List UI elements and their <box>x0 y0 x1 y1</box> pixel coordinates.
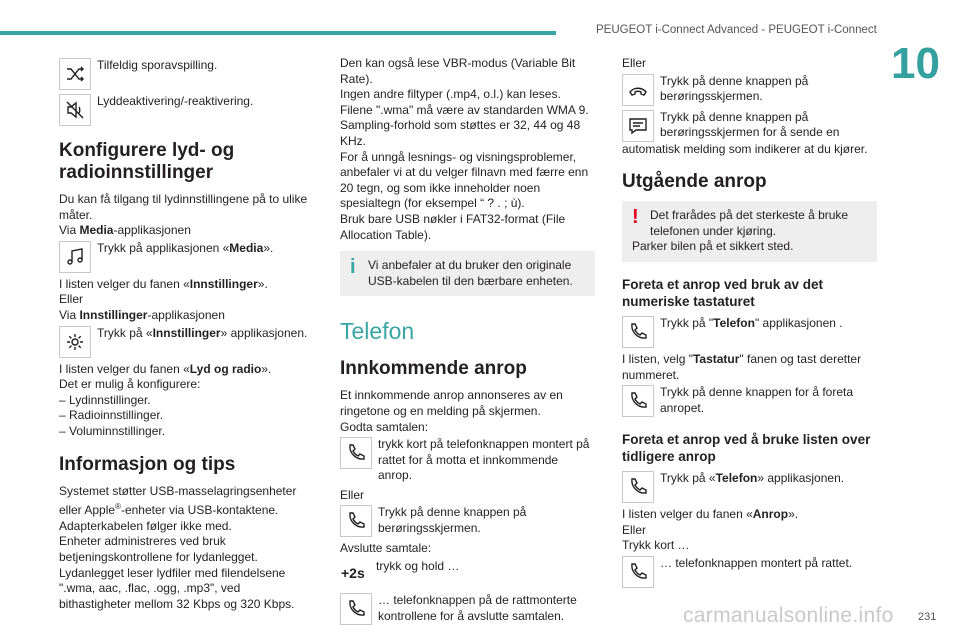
media-text: Trykk på applikasjonen «Media». <box>97 240 274 255</box>
telefon-app-row-2 <box>622 471 877 503</box>
page-number: 231 <box>918 611 937 623</box>
avslutte-label: Avslutte samtale: <box>340 541 432 556</box>
wheel-row <box>622 556 877 588</box>
watermark: carmanualsonline.info <box>683 604 894 627</box>
media-row <box>59 241 314 273</box>
gear-icon[interactable] <box>59 326 91 358</box>
end-wheel-text: … telefonknappen på de rattmonterte kontrollene for å avslutte samtalen. <box>378 593 577 623</box>
mute-icon[interactable] <box>59 94 91 126</box>
chapter-number: 10 <box>891 39 940 88</box>
usb-info-note <box>340 251 595 296</box>
vbr-text: Den kan også lese VBR-modus (Variable Bit Rate). <box>340 56 576 86</box>
heading-informasjon: Informasjon og tips <box>59 453 236 475</box>
usb-note-text: Vi anbefaler at du bruker den originale USB-kabelen til den bærbare enheten. <box>368 258 573 288</box>
wheel-text: … telefonknappen montert på rattet. <box>660 555 853 570</box>
info-adapter: Adapterkabelen følger ikke med. <box>59 518 232 533</box>
option-radio: – Radioinnstillinger. <box>59 408 164 423</box>
hangup-row <box>622 74 877 106</box>
option-volum: – Voluminnstillinger. <box>59 423 166 438</box>
settings-text: Trykk på «Innstillinger» applikasjonen. <box>97 325 308 340</box>
konfig-intro: Du kan få tilgang til lydinnstillingene på to ulike måter. <box>59 192 308 222</box>
phone-icon[interactable] <box>340 437 372 469</box>
phone-hangup-icon[interactable] <box>622 74 654 106</box>
settings-row <box>59 326 314 358</box>
warning-note <box>622 201 877 262</box>
phone-answer-icon[interactable] <box>340 505 372 537</box>
eller-1: Eller <box>59 292 84 307</box>
via-media: Via Media-applikasjonen <box>59 223 191 238</box>
message-text: Trykk på denne knappen på berøringsskjermen for å sende en <box>660 109 840 140</box>
warning-text-2: Parker bilen på et sikkert sted. <box>632 239 794 254</box>
shuffle-icon[interactable] <box>59 58 91 90</box>
eller-2: Eller <box>340 487 365 502</box>
phone-app-icon[interactable] <box>622 316 654 348</box>
eller-4: Eller <box>622 522 647 537</box>
option-lyd: – Lydinnstillinger. <box>59 392 151 407</box>
message-cont: automatisk melding som indikerer at du kjører. <box>622 141 868 156</box>
mute-row <box>59 94 314 126</box>
innkommende-intro: Et innkommende anrop annonseres av en ringetone og en melding på skjermen. <box>340 388 563 418</box>
heading-telefon: Telefon <box>340 318 415 345</box>
call-row <box>622 385 877 417</box>
answer-wheel-text: trykk kort på telefonknappen montert på rattet for å motta et innkommende anrop. <box>378 437 590 483</box>
phone-call-icon[interactable] <box>622 385 654 417</box>
message-icon[interactable] <box>622 110 654 142</box>
answer-touch-text: Trykk på denne knappen på berøringsskjermen. <box>378 505 527 536</box>
tastatur-text: I listen, velg "Tastatur" fanen og tast deretter nummeret. <box>622 351 862 382</box>
answer-wheel-row <box>340 437 595 484</box>
heading-utgaaende: Utgående anrop <box>622 171 767 193</box>
info-formater: Lydanlegget leser lydfiler med filendelsene ".wma, aac, .flac, .ogg, .mp3", ved bithastigheter mellom 32 Kbps og 320 Kbps. <box>59 565 295 611</box>
mute-text: Lyddeaktivering/-reaktivering. <box>97 94 254 108</box>
end-wheel-row <box>340 593 595 625</box>
hold-2s-icon: +2s <box>340 559 370 589</box>
shuffle-row <box>59 58 314 90</box>
phone-wheel-icon[interactable] <box>340 593 372 625</box>
heading-innkommende: Innkommende anrop <box>340 358 527 380</box>
heading-liste: Foreta et anrop ved å bruke listen over tidligere anrop <box>622 432 871 465</box>
warning-text-1: Det frarådes på det sterkeste å bruke telefonen under kjøring. <box>650 208 849 238</box>
call-text: Trykk på denne knappen for å foreta anropet. <box>660 385 854 415</box>
unnga-text: For å unngå lesnings- og visningsproblemer, anbefaler vi at du velger filnavn med færre enn 20 tegn, og som ikke inneholder noen spesialtegn (for eksempel “ ? . ; ù). <box>340 149 589 211</box>
anrop-text: I listen velger du fanen «Anrop». <box>622 507 799 522</box>
column-1 <box>59 56 314 612</box>
andre-filtyper: Ingen andre filtyper (.mp4, o.l.) kan leses. <box>340 87 561 102</box>
column-2 <box>340 56 595 629</box>
shuffle-text: Tilfeldig sporavspilling. <box>97 58 218 72</box>
message-row <box>622 110 877 142</box>
telefon-app-row <box>622 316 877 348</box>
hold-row <box>340 559 595 589</box>
godta-label: Godta samtalen: <box>340 419 429 434</box>
column-3 <box>622 56 877 592</box>
wma-text: Filene ".wma" må være av standarden WMA 9. <box>340 102 589 117</box>
running-header: PEUGEOT i-Connect Advanced - PEUGEOT i-Connect <box>596 24 877 36</box>
warning-icon: ! <box>632 206 639 229</box>
info-icon: i <box>350 256 356 279</box>
sampling-text: Sampling-forhold som støttes er 32, 44 og 48 KHz. <box>340 118 581 148</box>
hold-text: trykk og hold … <box>376 559 460 574</box>
list-innstillinger: I listen velger du fanen «Innstillinger». <box>59 276 268 291</box>
trykk-kort: Trykk kort … <box>622 538 690 553</box>
music-note-icon[interactable] <box>59 241 91 273</box>
phone-wheel-icon-2[interactable] <box>622 556 654 588</box>
header-accent-bar <box>0 31 556 35</box>
info-enheter: Enheter administreres ved bruk betjeningskontrollene for lydanlegget. <box>59 534 258 564</box>
via-innstillinger: Via Innstillinger-applikasjonen <box>59 307 225 322</box>
list-lyd-radio: I listen velger du fanen «Lyd og radio». <box>59 361 272 376</box>
heading-konfigurere: Konfigurere lyd- og radioinnstillinger <box>59 140 235 183</box>
telefon-app-text: Trykk på "Telefon" applikasjonen . <box>660 315 843 330</box>
phone-app-icon-2[interactable] <box>622 471 654 503</box>
info-usb: Systemet støtter USB-masselagringsenheter eller Apple®-enheter via USB-kontaktene. <box>59 483 297 518</box>
mulig-text: Det er mulig å konfigurere: <box>59 377 201 392</box>
heading-tastatur: Foreta et anrop ved bruk av det numeriske tastaturet <box>622 276 824 309</box>
answer-touch-row <box>340 505 595 537</box>
eller-3: Eller <box>622 56 647 70</box>
fat32-text: Bruk bare USB nøkler i FAT32-format (File Allocation Table). <box>340 211 566 242</box>
hangup-text: Trykk på denne knappen på berøringsskjermen. <box>660 73 809 104</box>
telefon-app-text-2: Trykk på «Telefon» applikasjonen. <box>660 471 845 486</box>
